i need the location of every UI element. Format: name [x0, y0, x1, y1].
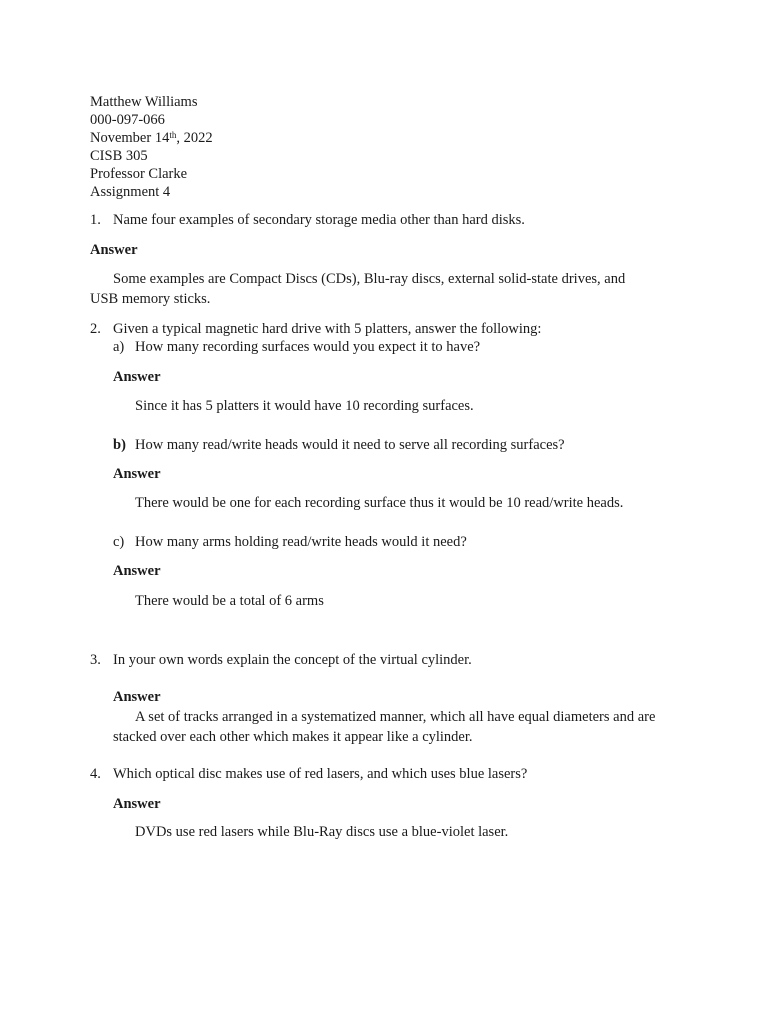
q3-text: In your own words explain the concept of the virtual cylinder.	[113, 652, 472, 668]
q2b-answer-label: Answer	[113, 466, 161, 482]
date-ordinal-suffix: th	[169, 130, 177, 140]
student-id: 000-097-066	[90, 112, 165, 128]
author-name: Matthew Williams	[90, 94, 198, 110]
q2c-answer: There would be a total of 6 arms	[135, 593, 324, 609]
q1-answer-line-2: USB memory sticks.	[90, 291, 211, 307]
q2b-text: How many read/write heads would it need to serve all recording surfaces?	[135, 437, 565, 453]
q2c-text: How many arms holding read/write heads would it need?	[135, 534, 467, 550]
professor-name: Professor Clarke	[90, 166, 188, 182]
date-month-day: November 14	[90, 130, 170, 146]
assignment-title: Assignment 4	[90, 184, 171, 200]
q1-number: 1.	[90, 212, 101, 228]
q2a-letter: a)	[113, 339, 125, 355]
q2-number: 2.	[90, 321, 101, 337]
course-code: CISB 305	[90, 148, 148, 164]
q2a-answer: Since it has 5 platters it would have 10 recording surfaces.	[135, 398, 474, 414]
q3-number: 3.	[90, 652, 101, 668]
q2c-answer-label: Answer	[113, 563, 161, 579]
q2a-answer-label: Answer	[113, 369, 161, 385]
document-date	[90, 129, 213, 147]
q2b-letter: b)	[113, 437, 126, 453]
q2a-text: How many recording surfaces would you expect it to have?	[135, 339, 481, 355]
q1-answer-label: Answer	[90, 242, 138, 258]
q2c-letter: c)	[113, 534, 125, 550]
q2-text: Given a typical magnetic hard drive with 5 platters, answer the following:	[113, 321, 542, 337]
q3-answer-line-2: stacked over each other which makes it appear like a cylinder.	[113, 729, 473, 745]
q1-text: Name four examples of secondary storage media other than hard disks.	[113, 212, 525, 228]
q4-answer-label: Answer	[113, 796, 161, 812]
q1-answer-line-1: Some examples are Compact Discs (CDs), Blu-ray discs, external solid-state drives, and	[113, 271, 626, 287]
q2b-answer: There would be one for each recording surface thus it would be 10 read/write heads.	[135, 495, 624, 511]
q3-answer-line-1: A set of tracks arranged in a systematized manner, which all have equal diameters and are	[135, 709, 656, 725]
q3-answer-label: Answer	[113, 689, 161, 705]
date-year: , 2022	[176, 130, 213, 146]
q4-number: 4.	[90, 766, 101, 782]
q4-text: Which optical disc makes use of red lasers, and which uses blue lasers?	[113, 766, 528, 782]
q4-answer: DVDs use red lasers while Blu-Ray discs use a blue-violet laser.	[135, 824, 509, 840]
